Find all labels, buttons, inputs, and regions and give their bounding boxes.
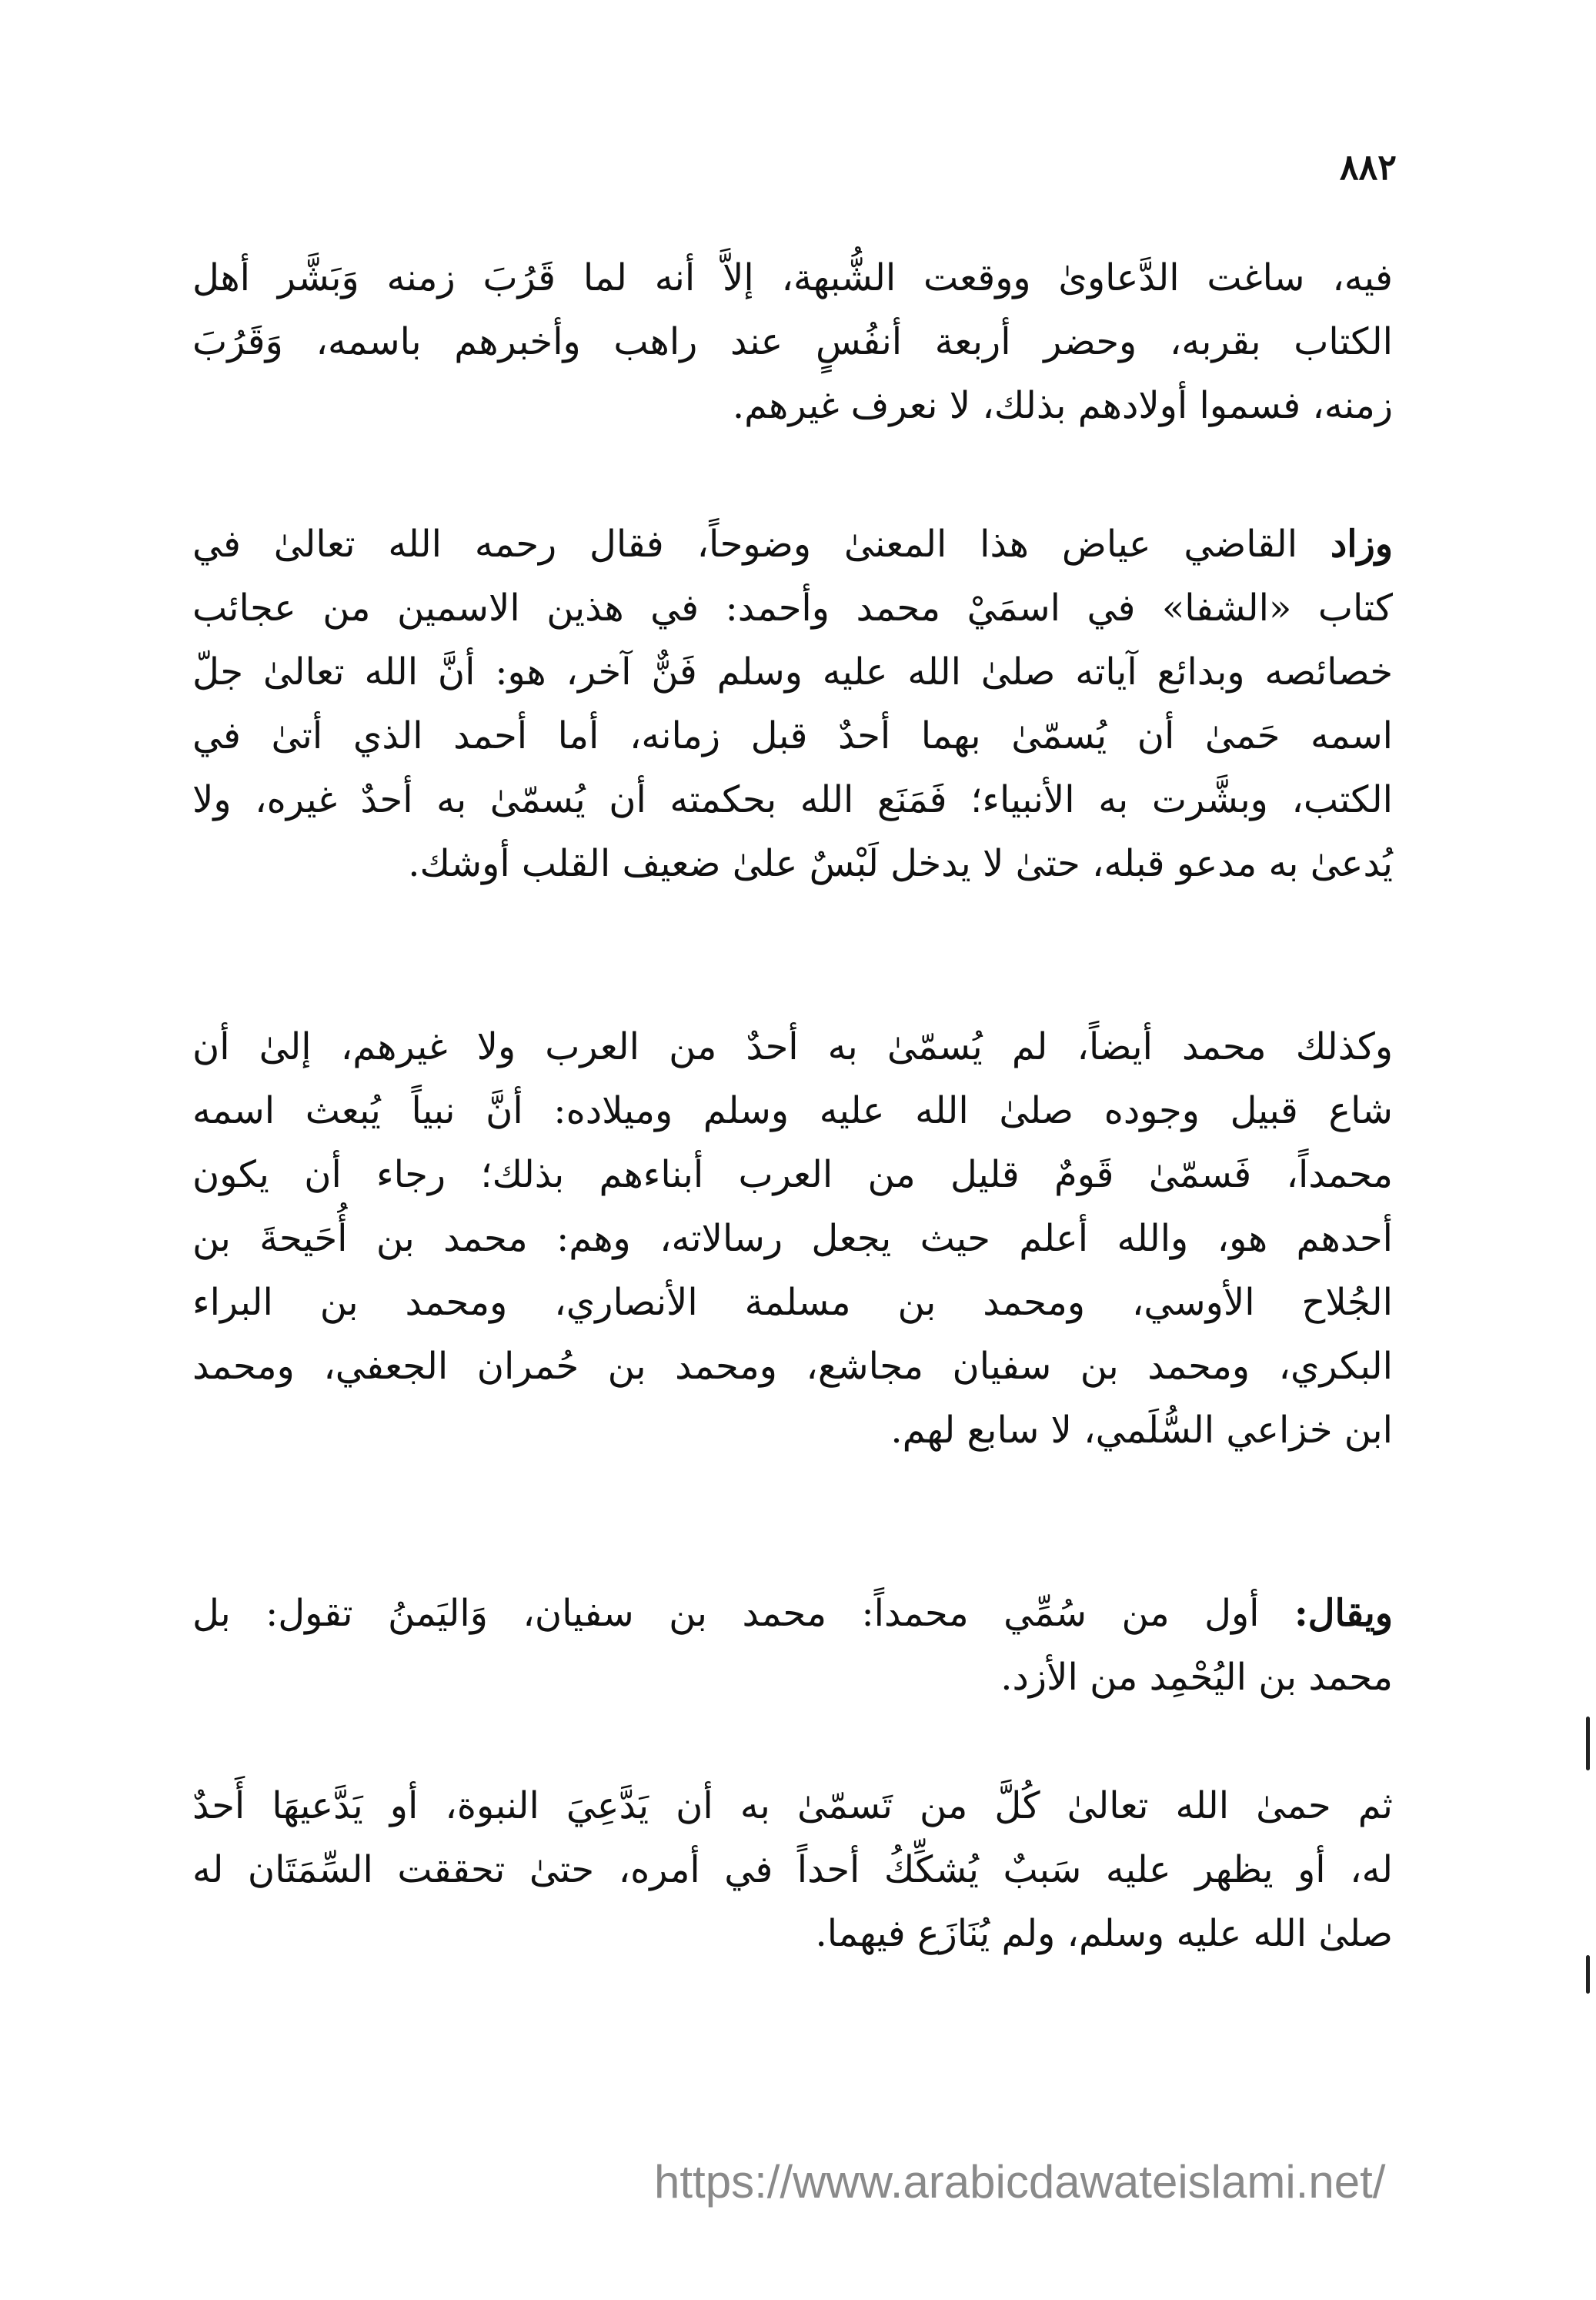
paragraph-1 [192, 246, 1393, 438]
paragraph-line: زمنه، فسموا أولادهم بذلك، لا نعرف غيرهم. [732, 384, 1393, 427]
paragraph-line: ثم حمىٰ الله تعالىٰ كُلَّ من تَسمّىٰ به أن يَدَّعِيَ النبوة، أو يَدَّعيهَا أَحدٌ [192, 1784, 1393, 1827]
paragraph-line: شاع قبيل وجوده صلىٰ الله عليه وسلم وميلاده: أنَّ نبياً يُبعث اسمه [192, 1089, 1393, 1132]
watermark-url: https://www.arabicdawateislami.net/ [654, 2156, 1386, 2208]
paragraph-line: له، أو يظهر عليه سَببٌ يُشكِّكُ أحداً في أمره، حتىٰ تحققت السِّمَتَان له [192, 1848, 1393, 1891]
paragraph-line-text: أول من سُمِّي محمداً: محمد بن سفيان، وَاليَمنُ تقول: بل [192, 1592, 1260, 1635]
paragraph-line: البكري، ومحمد بن سفيان مجاشع، ومحمد بن حُمران الجعفي، ومحمد [192, 1345, 1393, 1388]
paragraph-line: خصائصه وبدائع آياته صلىٰ الله عليه وسلم فَنٌّ آخر، هو: أنَّ الله تعالىٰ جلّ [192, 650, 1393, 694]
scan-edge-mark [1586, 1955, 1590, 1994]
paragraph-line: محمد بن اليُحْمِد من الأزد. [1000, 1656, 1393, 1699]
paragraph-line: الكتب، وبشَّرت به الأنبياء؛ فَمَنَع الله بحكمته أن يُسمّىٰ به أحدٌ غيره، ولا [192, 778, 1393, 821]
page-number: ٨٨٢ [1339, 146, 1397, 188]
paragraph-line: كتاب «الشفا» في اسمَيْ محمد وأحمد: في هذين الاسمين من عجائب [192, 587, 1393, 630]
paragraph-line-text: القاضي عياض هذا المعنىٰ وضوحاً، فقال رحمه الله تعالىٰ في [192, 523, 1298, 566]
paragraph-3 [192, 1015, 1393, 1463]
paragraph-line: ابن خزاعي السُّلَمي، لا سابع لهم. [890, 1409, 1393, 1452]
paragraph-line: اسمه حَمىٰ أن يُسمّىٰ بهما أحدٌ قبل زمانه، أما أحمد الذي أتىٰ في [192, 714, 1393, 757]
paragraph-5 [192, 1774, 1393, 1966]
paragraph-line: الجُلاح الأوسي، ومحمد بن مسلمة الأنصاري، ومحمد بن البراء [192, 1281, 1393, 1324]
paragraph-line: وكذلك محمد أيضاً، لم يُسمّىٰ به أحدٌ من العرب ولا غيرهم، إلىٰ أن [192, 1025, 1393, 1068]
paragraph-line: محمداً، فَسمّىٰ قَومٌ قليل من العرب أبناءهم بذلك؛ رجاء أن يكون [192, 1153, 1393, 1196]
paragraph-line: الكتاب بقربه، وحضر أربعة أنفُسٍ عند راهب وأخبرهم باسمه، وَقَرُبَ [192, 320, 1393, 363]
paragraph-line: فيه، ساغت الدَّعاوىٰ ووقعت الشُّبهة، إلاَّ أنه لما قَرُبَ زمنه وَبَشَّر أهل [192, 256, 1393, 299]
paragraph-lead-word: وزاد [1330, 523, 1393, 566]
paragraph-line: صلىٰ الله عليه وسلم، ولم يُنَازَع فيهما. [815, 1912, 1393, 1955]
paragraph-2 [192, 513, 1393, 896]
paragraph-4 [192, 1582, 1393, 1710]
paragraph-lead-word: ويقال: [1294, 1592, 1393, 1635]
scan-edge-mark [1586, 1717, 1590, 1770]
paragraph-line [192, 513, 1393, 577]
paragraph-line [192, 1582, 1393, 1646]
paragraph-line: أحدهم هو، والله أعلم حيث يجعل رسالاته، وهم: محمد بن أُحَيحةَ بن [192, 1217, 1393, 1260]
paragraph-line: يُدعىٰ به مدعو قبله، حتىٰ لا يدخل لَبْسٌ علىٰ ضعيف القلب أوشك. [408, 842, 1393, 885]
